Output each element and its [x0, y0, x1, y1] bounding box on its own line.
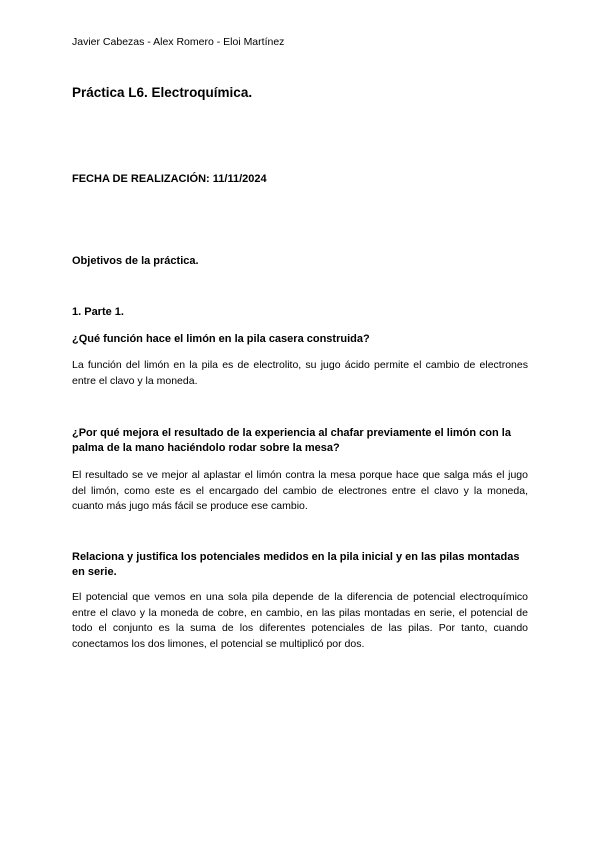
objectives-heading: Objetivos de la práctica. — [72, 255, 199, 267]
answer-2: El resultado se ve mejor al aplastar el limón contra la mesa porque hace que salga más el jugo del limón, como este es el encargado del cambio de electrones entre el clavo y la moneda, cuanto más jugo más fácil se produce ese cambio. — [72, 469, 528, 512]
part-heading: 1. Parte 1. — [72, 306, 124, 318]
authors-header: Javier Cabezas - Alex Romero - Eloi Martínez — [72, 36, 285, 48]
answer-3: El potencial que vemos en una sola pila depende de la diferencia de potencial electroquímico entre el clavo y la moneda de cobre, en cambio, en las pilas montadas en serie, el potencial de todo el conjunto es la suma de los diferentes potenciales de las pilas. Por tanto, cuando conectamos los dos limones, el potencial se multiplicó por dos. — [72, 591, 528, 650]
page-title: Práctica L6. Electroquímica. — [72, 85, 253, 100]
question-2: ¿Por qué mejora el resultado de la experiencia al chafar previamente el limón con la palma de la mano haciéndolo rodar sobre la mesa? — [72, 427, 511, 454]
answer-1: La función del limón en la pila es de electrolito, su jugo ácido permite el cambio de electrones entre el clavo y la moneda. — [72, 359, 528, 387]
question-3: Relaciona y justifica los potenciales medidos en la pila inicial y en las pilas montadas en serie. — [72, 551, 520, 578]
question-1: ¿Qué función hace el limón en la pila casera construida? — [72, 333, 370, 345]
date-heading: FECHA DE REALIZACIÓN: 11/11/2024 — [72, 173, 267, 185]
